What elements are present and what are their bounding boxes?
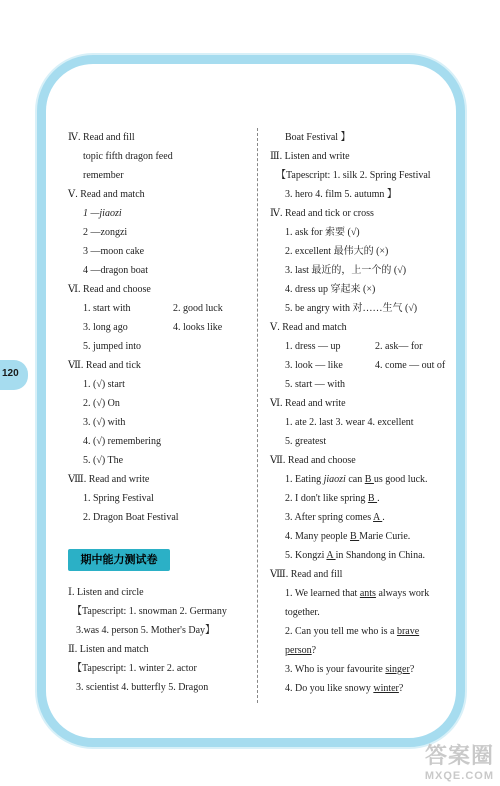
answer: 2. ask— for [375, 341, 423, 352]
answer-line [68, 299, 253, 318]
answer-line [270, 679, 460, 698]
answer-line [270, 546, 460, 565]
answer-line: 3 —moon cake [83, 246, 145, 257]
answer-line: 1. Spring Festival [83, 493, 154, 504]
answer-line: 5. start — with [285, 379, 345, 390]
answer-line [270, 470, 460, 489]
answer: 1. dress — up [285, 341, 341, 352]
text: ? [311, 645, 317, 656]
answer-line [270, 527, 460, 546]
answer-line: 5. jumped into [83, 341, 142, 352]
section-title: Ⅷ. Read and write [68, 474, 150, 485]
text: us good luck. [373, 474, 428, 485]
answer: 3. look — like [285, 360, 343, 371]
left-column [68, 128, 253, 697]
text: 4. Many people [285, 531, 350, 542]
section-title: Ⅵ. Read and choose [68, 284, 151, 295]
answer-line: 4. dress up 穿起来 (×) [285, 284, 376, 295]
answer-line: 3. (√) with [83, 417, 126, 428]
answer-line: 2. (√) On [83, 398, 120, 409]
answer-line [270, 660, 460, 679]
section-title: Ⅶ. Read and choose [270, 455, 356, 466]
answer-line: 3.was 4. person 5. Mother's Day】 [76, 625, 216, 636]
answer-blank: winter [373, 683, 399, 694]
answer-line: 5. be angry with 对……生气 (√) [285, 303, 418, 314]
text: 3. Who is your favourite [285, 664, 386, 675]
column-divider [257, 128, 258, 703]
section-title: Ⅴ. Read and match [270, 322, 347, 333]
page-number: 120 [2, 368, 19, 379]
answer-line: 【Tapescript: 1. winter 2. actor [72, 663, 197, 674]
answer-line: 5. (√) The [83, 455, 124, 466]
midterm-test-banner: 期中能力测试卷 [68, 549, 170, 571]
answer-line: 1 —jiaozi [83, 208, 122, 219]
answer: 1. start with [83, 303, 131, 314]
section-title: Ⅴ. Read and match [68, 189, 145, 200]
text: 2. Can you tell me who is a [285, 626, 397, 637]
answer-line: 2. Dragon Boat Festival [83, 512, 179, 523]
answer: 4. looks like [173, 322, 223, 333]
answer-line: 1. ask for 索要 (√) [285, 227, 360, 238]
answer-line: 【Tapescript: 1. snowman 2. Germany [72, 606, 227, 617]
text: 4. Do you like snowy [285, 683, 374, 694]
watermark [425, 739, 494, 782]
watermark-logo-text: 答案圈 [424, 743, 494, 768]
text: ? [409, 664, 415, 675]
answer-line: remember [83, 170, 124, 181]
answer: 2. good luck [173, 303, 223, 314]
answer: 4. come — out of [375, 360, 446, 371]
text: 5. Kongzi [285, 550, 327, 561]
answer-line [270, 622, 460, 641]
answer-line: 1. ate 2. last 3. wear 4. excellent [285, 417, 414, 428]
section-title: Ⅱ. Listen and match [68, 644, 149, 655]
answer-blank: ants [359, 588, 376, 599]
section-title: Ⅲ. Listen and write [270, 151, 350, 162]
text: . [382, 512, 385, 523]
text: 3. After spring comes [285, 512, 374, 523]
answer-line: 2. excellent 最伟大的 (×) [285, 246, 389, 257]
text: 2. I don't like spring [285, 493, 368, 504]
answer-line: 【Tapescript: 1. silk 2. Spring Festival [276, 170, 431, 181]
answer-line [270, 508, 460, 527]
answer-line [270, 584, 460, 603]
answer-line: 4 —dragon boat [83, 265, 148, 276]
section-title: Ⅷ. Read and fill [270, 569, 343, 580]
answer-line: 2 —zongzi [83, 227, 128, 238]
answer-line: 4. (√) remembering [83, 436, 161, 447]
section-title: Ⅵ. Read and write [270, 398, 346, 409]
answer-line: 1. (√) start [83, 379, 125, 390]
answer: 3. long ago [83, 322, 128, 333]
answer-line: 5. greatest [285, 436, 327, 447]
text: always work [375, 588, 430, 599]
answer-blank: A [326, 550, 336, 561]
answer-line: topic fifth dragon feed [83, 151, 173, 162]
text: jiaozi [323, 474, 346, 485]
section-title: Ⅶ. Read and tick [68, 360, 141, 371]
answer-line [68, 318, 253, 337]
answer-blank: person [285, 645, 312, 656]
answer-line: 3. hero 4. film 5. autumn 】 [285, 189, 397, 200]
answer-line: together. [285, 607, 320, 618]
answer-line [270, 641, 460, 660]
answer-line: Boat Festival 】 [285, 132, 351, 143]
watermark-url: MXQE.COM [424, 770, 494, 782]
answer-line [270, 337, 460, 356]
section-title: Ⅰ. Listen and circle [68, 587, 144, 598]
answer-line: 3. scientist 4. butterfly 5. Dragon [76, 682, 209, 693]
section-title: Ⅳ. Read and tick or cross [270, 208, 374, 219]
answer-blank: B [364, 474, 374, 485]
text: ? [398, 683, 404, 694]
text: Marie Curie. [359, 531, 411, 542]
section-title: Ⅳ. Read and fill [68, 132, 135, 143]
answer-line [270, 489, 460, 508]
answer-line [270, 356, 460, 375]
right-column [270, 128, 460, 698]
answer-line: 3. last 最近的，上一个的 (√) [285, 265, 407, 276]
text: . [377, 493, 380, 504]
text: 1. We learned that [285, 588, 360, 599]
answer-blank: brave [396, 626, 420, 637]
text: can [345, 474, 365, 485]
text: 1. Eating [285, 474, 324, 485]
text: in Shandong in China. [335, 550, 426, 561]
answer-blank: singer [385, 664, 410, 675]
answer-blank: B [367, 493, 378, 504]
page-number-tab [0, 360, 28, 390]
answer-blank: B [350, 531, 360, 542]
answer-blank: A [373, 512, 383, 523]
